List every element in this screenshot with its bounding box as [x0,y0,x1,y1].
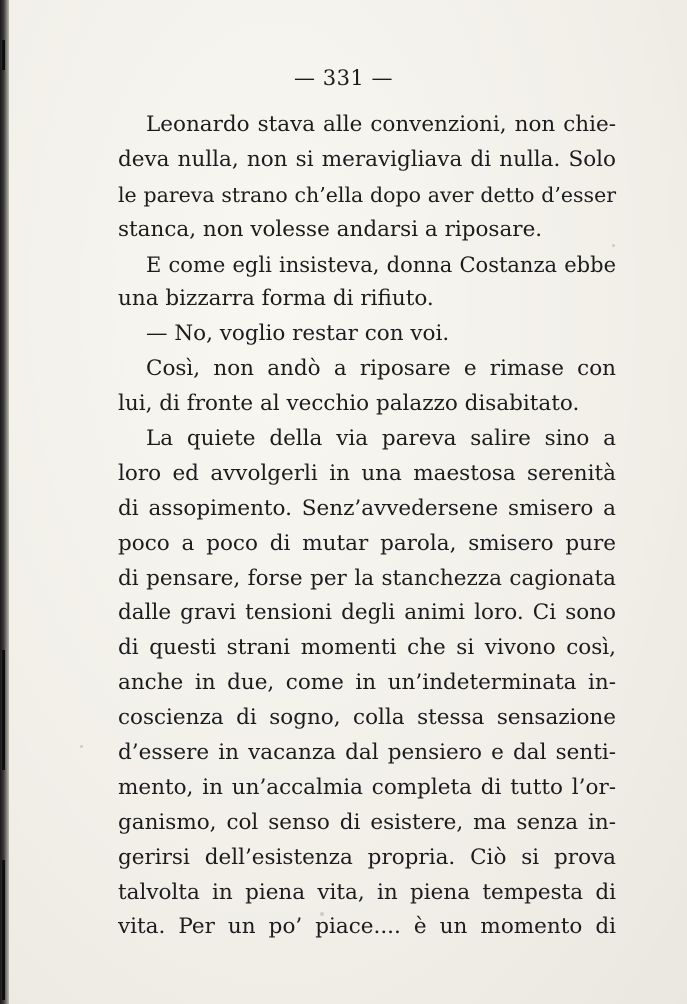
text-line: Così, non andò a riposare e rimase con [146,356,616,382]
text-line: di questi strani momenti che si vivono così, [118,635,616,661]
text-line: ganismo, col senso di esistere, ma senza in- [118,809,616,835]
text-line: talvolta in piena vita, in piena tempesta di [118,879,616,905]
text-line: poco a poco di mutar parola, smisero pure [118,530,616,556]
text-line: coscienza di sogno, colla stessa sensazione [118,705,616,731]
text-line: mento, in un’accalmia completa di tutto l’or- [118,774,616,800]
text-line: le pareva strano ch’ella dopo aver detto d’esser [118,182,616,207]
text-line: dalle gravi tensioni degli animi loro. Ci sono [118,600,616,626]
text-line: anche in due, come in un’indeterminata in- [118,670,616,696]
binding-mark [2,650,5,770]
text-line: vita. Per un po’ piace.... è un momento di [118,914,616,940]
text-line: di pensare, forse per la stanchezza cagionata [118,565,616,591]
text-line: E come egli insisteva, donna Costanza ebbe [146,252,616,277]
text-line: loro ed avvolgerli in una maestosa serenità [118,460,616,486]
text-line: Leonardo stava alle convenzioni, non chie- [146,112,616,137]
paper-spot [80,745,83,748]
page-number: — 331 — [294,66,393,90]
text-line: — No, voglio restar con voi. [146,321,450,347]
text-line: lui, di fronte al vecchio palazzo disabitato. [118,391,580,417]
text-line: gerirsi dell’esistenza propria. Ciò si prova [118,844,616,870]
text-line: di assopimento. Senz’avvedersene smisero a [118,495,616,521]
binding-edge [0,0,9,1004]
text-line: deva nulla, non si meravigliava di nulla. Solo [118,146,616,172]
text-line: stanca, non volesse andarsi a riposare. [118,216,543,242]
body-text [118,108,616,945]
binding-mark [2,860,5,1000]
text-line: La quiete della via pareva salire sino a [146,426,616,452]
text-line: una bizzarra forma di rifiuto. [118,286,434,312]
text-line: d’essere in vacanza dal pensiero e dal senti- [118,740,616,766]
